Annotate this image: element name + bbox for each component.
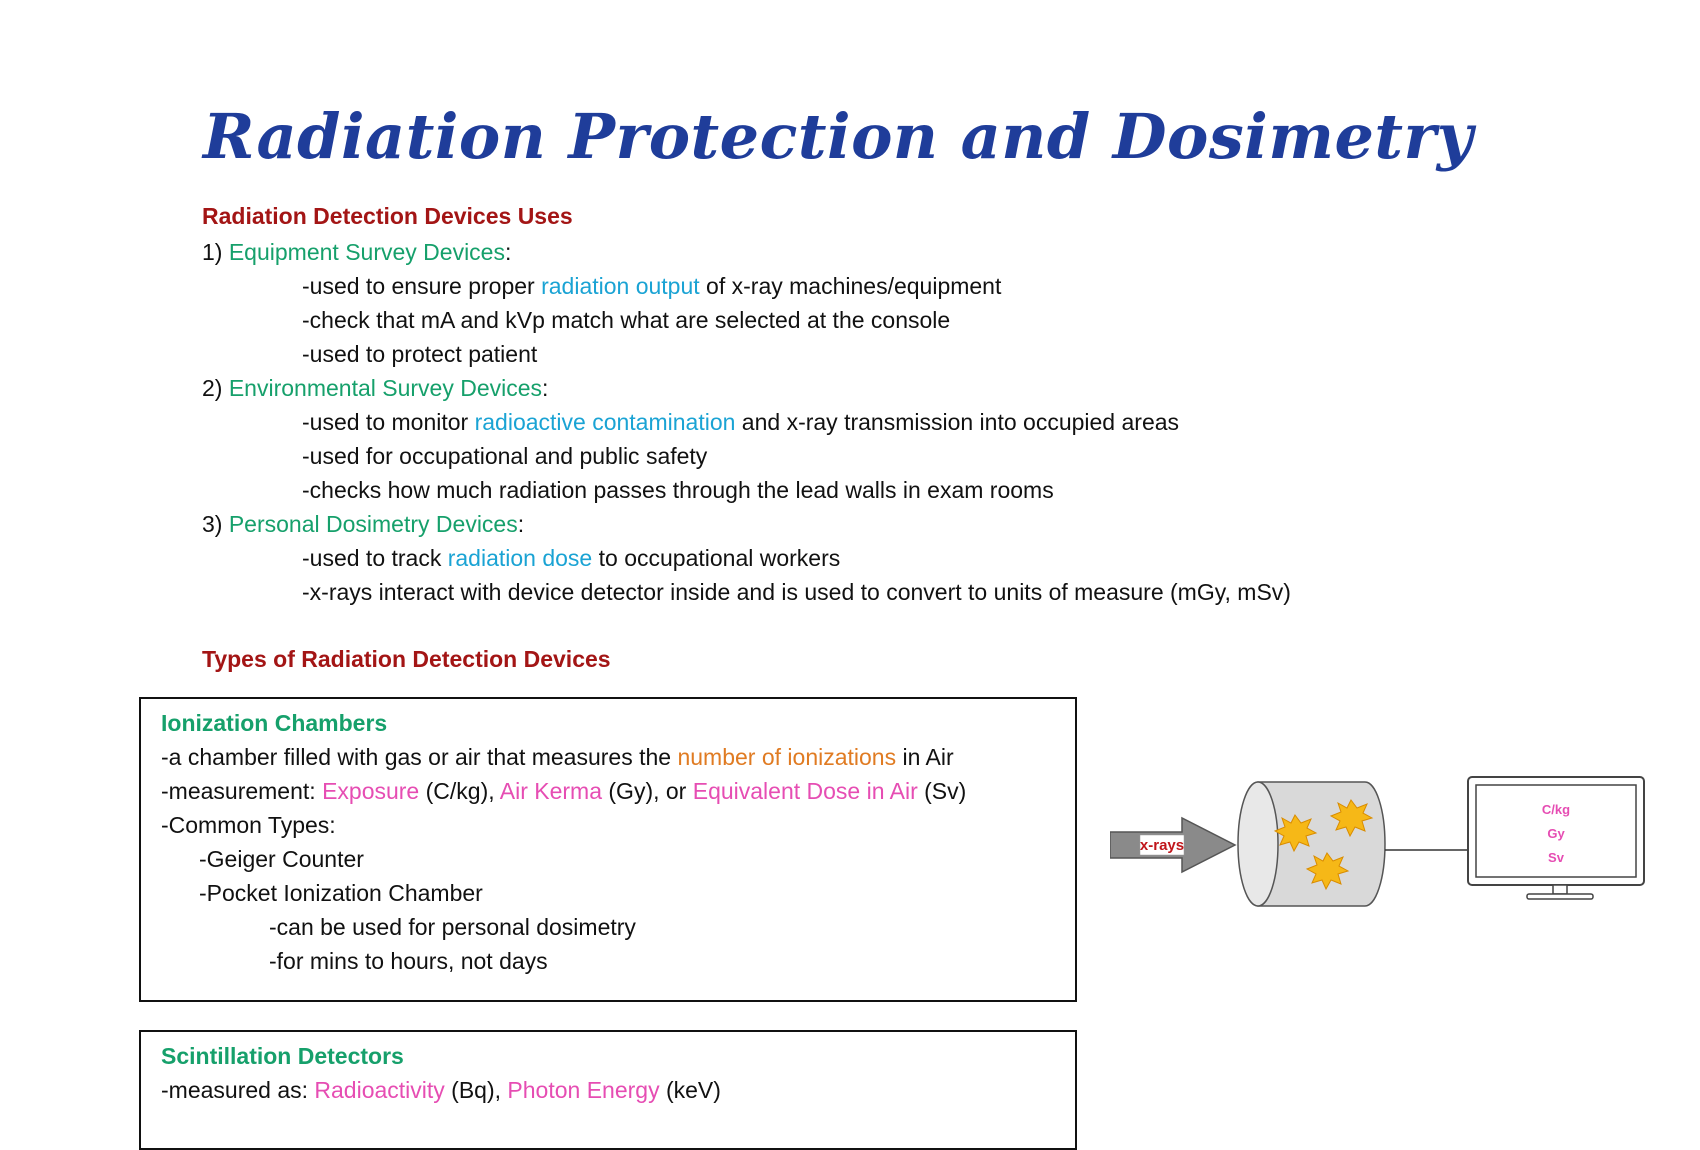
box-line: -Pocket Ionization Chamber <box>199 880 483 906</box>
ionization-chamber-diagram <box>1110 770 1660 920</box>
point-text: to occupational workers <box>592 545 841 571</box>
use-item-equipment <box>202 237 511 267</box>
box-highlight: Equivalent Dose in Air <box>692 778 918 804</box>
item-colon: : <box>542 375 549 401</box>
box-line <box>161 1075 721 1105</box>
item-number: 1) <box>202 239 223 265</box>
point-text: -check that mA and kVp match what are selected at the console <box>302 307 951 333</box>
point-text: -used to ensure proper <box>302 273 542 299</box>
box-text: in Air <box>896 744 954 770</box>
box-text: (Gy), or <box>602 778 693 804</box>
item-colon: : <box>504 239 512 265</box>
item-number: 2) <box>202 375 223 401</box>
item-number: 3) <box>202 511 223 537</box>
box-text: -measured as: <box>161 1077 315 1103</box>
use-point <box>302 475 1054 505</box>
types-heading: Types of Radiation Detection Devices <box>202 646 611 672</box>
box-highlight: Radioactivity <box>314 1077 445 1103</box>
chamber-cylinder-icon <box>1238 782 1385 906</box>
box-text: (keV) <box>659 1077 721 1103</box>
box-line <box>161 776 966 806</box>
arrow-label: x-rays <box>1139 837 1185 854</box>
box-highlight: Exposure <box>322 778 420 804</box>
item-name: Equipment Survey Devices <box>228 239 505 265</box>
use-point <box>302 441 707 471</box>
point-highlight: radiation output <box>541 273 700 299</box>
point-highlight: radioactive contamination <box>474 409 736 435</box>
box-highlight: number of ionizations <box>677 744 897 770</box>
point-text: -used to protect patient <box>302 341 538 367</box>
use-point <box>302 339 537 369</box>
box-line: -for mins to hours, not days <box>269 948 548 974</box>
use-point <box>302 543 840 573</box>
box-line: -can be used for personal dosimetry <box>269 914 636 940</box>
box-line: -Geiger Counter <box>199 846 364 872</box>
use-point <box>302 271 1001 301</box>
box-text: (C/kg), <box>419 778 500 804</box>
point-text: -used to track <box>302 545 448 571</box>
page-title: Radiation Protection and Dosimetry <box>203 100 1474 173</box>
point-text: -checks how much radiation passes through the lead walls in exam rooms <box>302 477 1054 503</box>
box-heading: Ionization Chambers <box>161 710 388 736</box>
point-text: -used to monitor <box>302 409 475 435</box>
monitor-unit: C/kg <box>1541 802 1571 817</box>
item-colon: : <box>517 511 525 537</box>
box-heading: Scintillation Detectors <box>161 1043 404 1069</box>
xray-arrow-icon <box>1110 818 1235 872</box>
box-text: -a chamber filled with gas or air that measures the <box>161 744 678 770</box>
point-text: of x-ray machines/equipment <box>699 273 1002 299</box>
item-name: Personal Dosimetry Devices <box>228 511 518 537</box>
box-highlight: Air Kerma <box>499 778 602 804</box>
monitor-icon <box>1468 777 1644 899</box>
scintillation-detectors-box <box>139 1030 1077 1150</box>
point-text: and x-ray transmission into occupied areas <box>735 409 1180 435</box>
box-highlight: Photon Energy <box>507 1077 660 1103</box>
use-point <box>302 305 950 335</box>
box-line: -Common Types: <box>161 812 336 838</box>
box-text: -measurement: <box>161 778 323 804</box>
use-point <box>302 577 1291 607</box>
box-text: (Bq), <box>444 1077 508 1103</box>
monitor-unit: Sv <box>1548 850 1564 865</box>
box-text: (Sv) <box>917 778 967 804</box>
ionization-chambers-box <box>139 697 1077 1002</box>
use-item-personal <box>202 509 524 539</box>
point-text: -used for occupational and public safety <box>302 443 708 469</box>
uses-heading: Radiation Detection Devices Uses <box>202 203 573 229</box>
point-text: -x-rays interact with device detector inside and is used to convert to units of measure (mGy, mSv) <box>302 579 1291 605</box>
item-name: Environmental Survey Devices <box>228 375 543 401</box>
box-line <box>161 742 954 772</box>
point-highlight: radiation dose <box>447 545 593 571</box>
use-point <box>302 407 1179 437</box>
monitor-unit: Gy <box>1547 826 1565 841</box>
use-item-environmental <box>202 373 548 403</box>
